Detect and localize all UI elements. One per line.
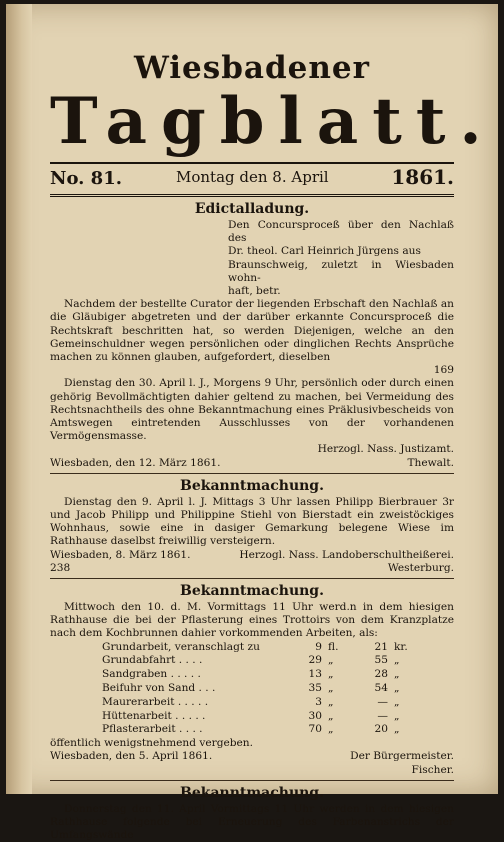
notice1-body: Nachdem der bestellte Curator der liegenden Erbschaft den Nachlaß an die Gläubiger abgetreten und der darüber erkannte Concursproceß die Rechtskraft beschritten hat, so werden Diejenigen, welche an den Gemeinschuldner wegen persönlichen oder dinglichen Rechts Ansprüche machen zu können glauben, aufgefordert, dieselben — [50, 298, 454, 364]
notice2-footer — [50, 549, 454, 562]
notice3-after: öffentlich wenigstnehmend vergeben. — [50, 737, 253, 750]
cost-label: Grundabfahrt . . . . — [102, 654, 203, 667]
issue-date: Montag den 8. April — [176, 168, 329, 186]
cost-kr-unit: „ — [394, 709, 400, 722]
cost-row — [102, 682, 454, 696]
cost-kr: — — [377, 709, 388, 722]
masthead-city: Wiesbadener — [134, 50, 370, 86]
issue-year: 1861. — [391, 165, 454, 189]
cost-label: Hüttenarbeit . . . . . — [102, 709, 206, 722]
cost-fl: 3 — [315, 695, 322, 708]
cost-fl-unit: „ — [328, 682, 334, 695]
binding-spine — [6, 4, 32, 794]
cost-fl-unit: „ — [328, 668, 334, 681]
issue-line — [50, 162, 454, 197]
cost-row — [102, 710, 454, 724]
notice1-line: Dr. theol. Carl Heinrich Jürgens aus — [228, 245, 421, 258]
divider — [50, 578, 454, 579]
cost-fl: 29 — [308, 654, 322, 667]
cost-label: Beifuhr von Sand . . . — [102, 682, 216, 695]
notice2-office: Herzogl. Nass. Landoberschultheißerei. — [239, 548, 454, 561]
notice1-line: Braunschweig, zuletzt in Wiesbaden wohn- — [228, 258, 454, 284]
cost-kr-unit: „ — [394, 682, 400, 695]
notice3-body: Mittwoch den 10. d. M. Vormittags 11 Uhr werd.n in dem hiesigen Rathhause die bei der Pflasterung eines Trottoirs von dem Kranzplatze nach dem Kochbrunnen dahier vorkommenden Arbeiten, als: — [50, 601, 454, 640]
cost-kr-unit: „ — [394, 695, 400, 708]
cost-fl: 9 — [315, 640, 322, 653]
notice2-place-date: Wiesbaden, 8. März 1861. — [50, 548, 191, 561]
cost-kr: — — [377, 695, 388, 708]
notice3-signature: Fischer. — [411, 763, 454, 776]
cost-row — [102, 668, 454, 682]
notice1-number: 169 — [433, 364, 454, 377]
notice1-place-date: Wiesbaden, den 12. März 1861. — [50, 456, 221, 469]
notice4-heading: Bekanntmachung. — [180, 784, 324, 801]
cost-fl-unit: „ — [328, 695, 334, 708]
notice1-office: Herzogl. Nass. Justizamt. — [317, 443, 454, 456]
cost-row — [102, 696, 454, 710]
cost-label: Grundarbeit, veranschlagt zu — [102, 640, 260, 653]
cost-fl: 35 — [308, 682, 322, 695]
cost-fl-unit: „ — [328, 723, 334, 736]
cost-label: Maurerarbeit . . . . . — [102, 695, 209, 708]
newspaper-page — [6, 4, 498, 842]
notice1-line: Den Concursproceß über den Nachlaß des — [228, 219, 454, 245]
notice4-body: Donnerstag den 11. April Vormittags 11 Uhr werden in dem hiesigen Rathhause folgende bei Erneuerung des Farbenanstrichs der Umfangswände — [50, 802, 454, 842]
notice1-subject — [228, 219, 454, 298]
cost-kr-unit: kr. — [394, 640, 408, 653]
notice3-footer — [50, 750, 454, 763]
notice2-number: 238 — [50, 561, 71, 574]
notice1-heading: Edictalladung. — [194, 201, 310, 217]
cost-kr-unit: „ — [394, 654, 400, 667]
notice2-heading: Bekanntmachung. — [180, 477, 324, 494]
cost-label: Pflasterarbeit . . . . — [102, 723, 203, 736]
notice2-body: Dienstag den 9. April l. J. Mittags 3 Uhr lassen Philipp Bierbrauer 3r und Jacob Philipp und Philippine Stiehl von Bierstadt ein zweistöckiges Wohnhaus, sowie eine in dasiger Gemarkung belegene Wiese im Rathhause daselbst freiwillig versteigern. — [50, 495, 454, 548]
cost-kr-unit: „ — [394, 668, 400, 681]
cost-kr: 54 — [374, 682, 388, 695]
cost-table — [102, 641, 454, 738]
cost-kr-unit: „ — [394, 723, 400, 736]
divider — [50, 780, 454, 781]
notice2-signature: Westerburg. — [387, 561, 454, 574]
notice3-place-date: Wiesbaden, den 5. April 1861. — [50, 750, 213, 763]
cost-fl-unit: fl. — [328, 640, 339, 653]
notice2-footer2 — [50, 562, 454, 575]
page-content — [50, 4, 496, 842]
cost-row — [102, 654, 454, 668]
cost-fl: 30 — [308, 709, 322, 722]
cost-fl-unit: „ — [328, 709, 334, 722]
issue-number: No. 81. — [50, 168, 122, 189]
notice1-signature: Thewalt. — [407, 456, 454, 469]
notice1-line: haft, betr. — [228, 285, 281, 298]
notice1-footer — [50, 457, 454, 470]
cost-kr: 21 — [374, 640, 388, 653]
cost-fl-unit: „ — [328, 654, 334, 667]
divider — [50, 473, 454, 474]
cost-kr: 28 — [374, 668, 388, 681]
notice1-body2: Dienstag den 30. April l. J., Morgens 9 Uhr, persönlich oder durch einen gehörig Bevollmächtigten dahier geltend zu machen, bei Vermeidung des Rechtsnachtheils des ohne Bekanntmachung eines Präklusivbescheids von Amtswegen eintretenden Ausschlusses von der vorhandenen Vermögensmasse. — [50, 377, 454, 443]
notice3-heading: Bekanntmachung. — [180, 583, 324, 600]
cost-kr: 20 — [374, 723, 388, 736]
cost-fl: 70 — [308, 723, 322, 736]
masthead-title: Tagblatt. — [50, 84, 496, 159]
cost-fl: 13 — [308, 668, 322, 681]
cost-kr: 55 — [374, 654, 388, 667]
notice3-office: Der Bürgermeister. — [350, 750, 454, 763]
cost-row — [102, 723, 454, 737]
cost-row — [102, 641, 454, 655]
cost-label: Sandgraben . . . . . — [102, 668, 201, 681]
